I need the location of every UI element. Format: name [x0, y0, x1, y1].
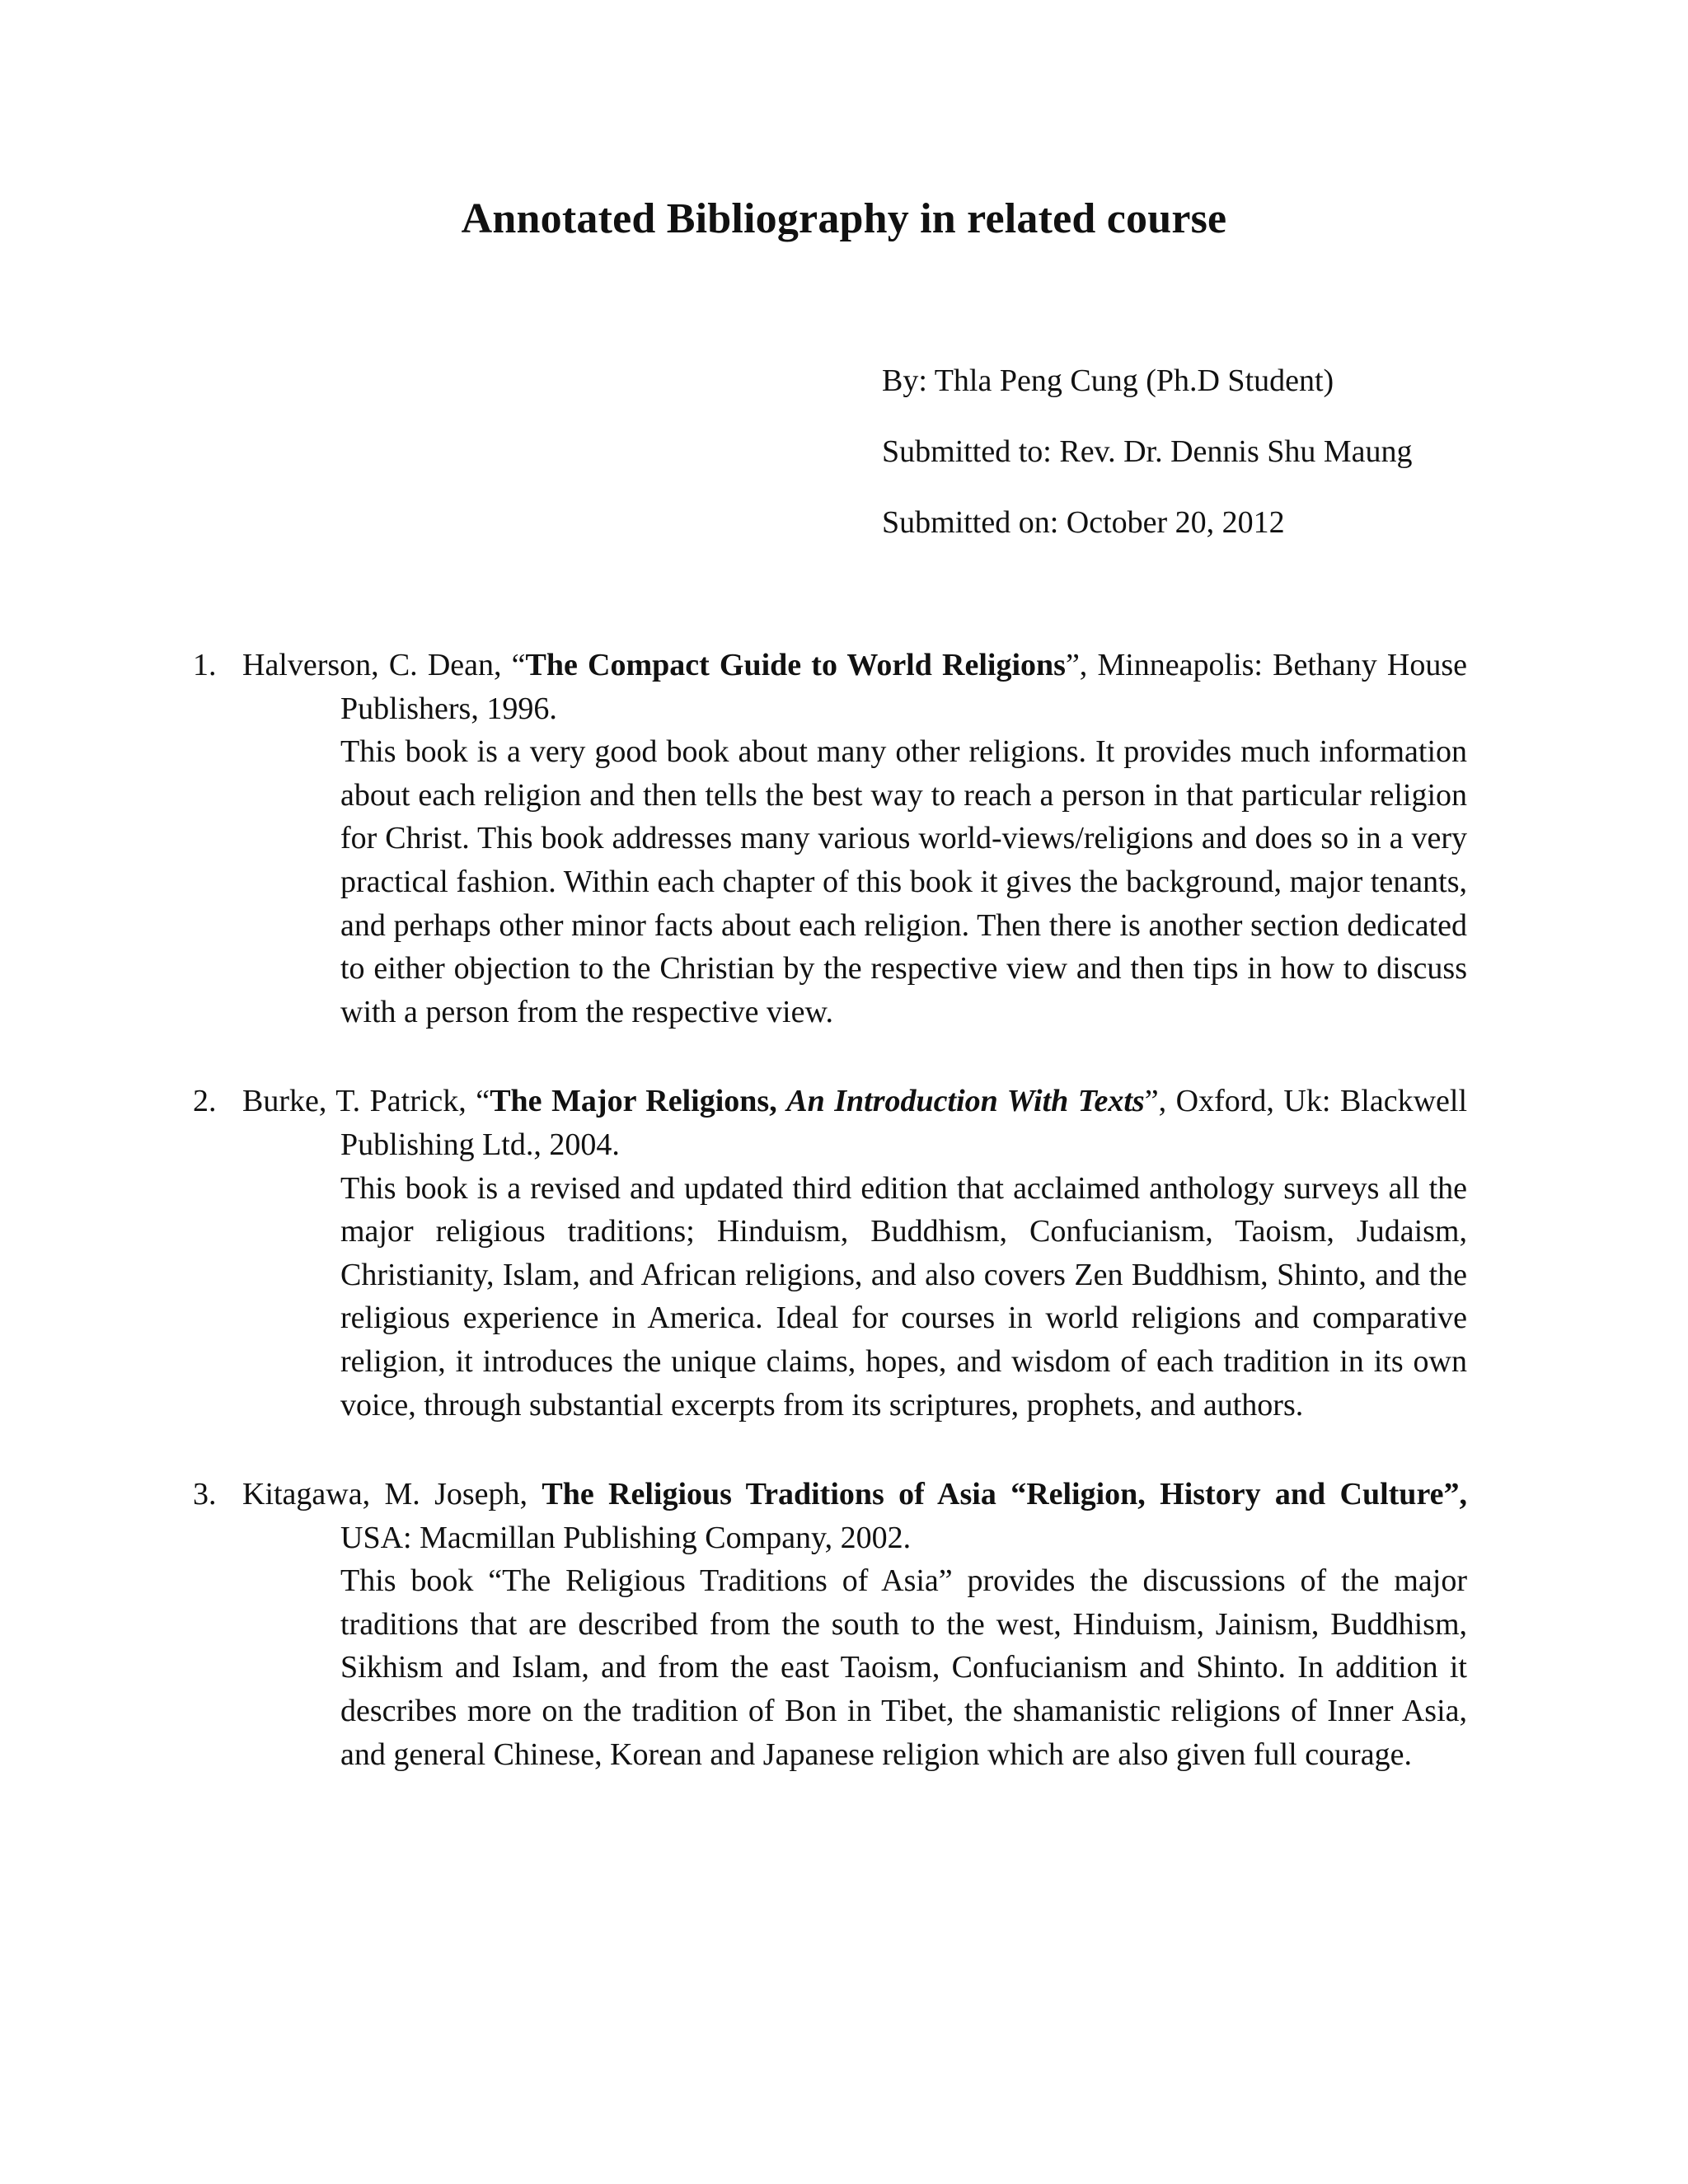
- entry-number: 1.: [193, 648, 217, 682]
- submitted-to-line: Submitted to: Rev. Dr. Dennis Shu Maung: [882, 434, 1413, 469]
- entry-number: 2.: [193, 1084, 217, 1119]
- entry-number: 3.: [193, 1477, 217, 1512]
- entry-citation: [242, 1080, 1467, 1166]
- citation-title: The Compact Guide to World Religions: [525, 648, 1066, 682]
- author-line: By: Thla Peng Cung (Ph.D Student): [882, 363, 1334, 398]
- submitted-on-line: Submitted on: October 20, 2012: [882, 505, 1285, 540]
- bibliography-entry: [193, 1080, 1467, 1427]
- citation-author: Burke, T. Patrick, “: [242, 1084, 490, 1119]
- citation-publisher: USA: Macmillan Publishing Company, 2002.: [340, 1520, 912, 1555]
- entry-annotation: This book is a very good book about many other religions. It provides much information about each religion and then tells the best way to reach a person in that particular religion for Christ. This book addresses many various world-views/religions and does so in a very practical fashion. Within each chapter of this book it gives the background, major tenants, and perhaps other minor facts about each religion. Then there is another section dedicated to either objection to the Christian by the respective view and then tips in how to discuss with a person from the respective view.: [340, 734, 1467, 1029]
- citation-publisher: ”, Oxford, Uk: Blackwell Publishing Ltd., 2004.: [340, 1084, 1468, 1162]
- bibliography-entry: [193, 1473, 1467, 1776]
- citation-author: Kitagawa, M. Joseph,: [242, 1477, 542, 1512]
- citation-title: The Religious Traditions of Asia “Religion, History and Culture”,: [542, 1477, 1467, 1512]
- citation-subtitle: An Introduction With Texts: [786, 1084, 1145, 1119]
- entry-annotation: This book is a revised and updated third edition that acclaimed anthology surveys all the major religious traditions; Hinduism, Buddhism, Confucianism, Taoism, Judaism, Christianity, Islam, and African religions, and also covers Zen Buddhism, Shinto, and the religious experience in America. Ideal for courses in world religions and comparative religion, it introduces the unique claims, hopes, and wisdom of each tradition in its own voice, through substantial excerpts from its scriptures, prophets, and authors.: [340, 1170, 1467, 1422]
- bibliography-entry: [193, 644, 1467, 1033]
- entry-annotation: This book “The Religious Traditions of Asia” provides the discussions of the major traditions that are described from the south to the west, Hinduism, Jainism, Buddhism, Sikhism and Islam, and from the east Taoism, Confucianism and Shinto. In addition it describes more on the tradition of Bon in Tibet, the shamanistic religions of Inner Asia, and general Chinese, Korean and Japanese religion which are also given full courage.: [340, 1563, 1467, 1772]
- document-title: Annotated Bibliography in related course: [461, 195, 1227, 242]
- citation-publisher: ”, Minneapolis: Bethany House Publishers, 1996.: [340, 648, 1468, 726]
- submission-details: [882, 363, 1413, 575]
- entry-citation: [242, 1473, 1467, 1559]
- entry-citation: [242, 644, 1467, 730]
- citation-title: The Major Religions,: [490, 1084, 787, 1119]
- citation-author: Halverson, C. Dean, “: [242, 648, 526, 682]
- bibliography-list: [193, 644, 1467, 1822]
